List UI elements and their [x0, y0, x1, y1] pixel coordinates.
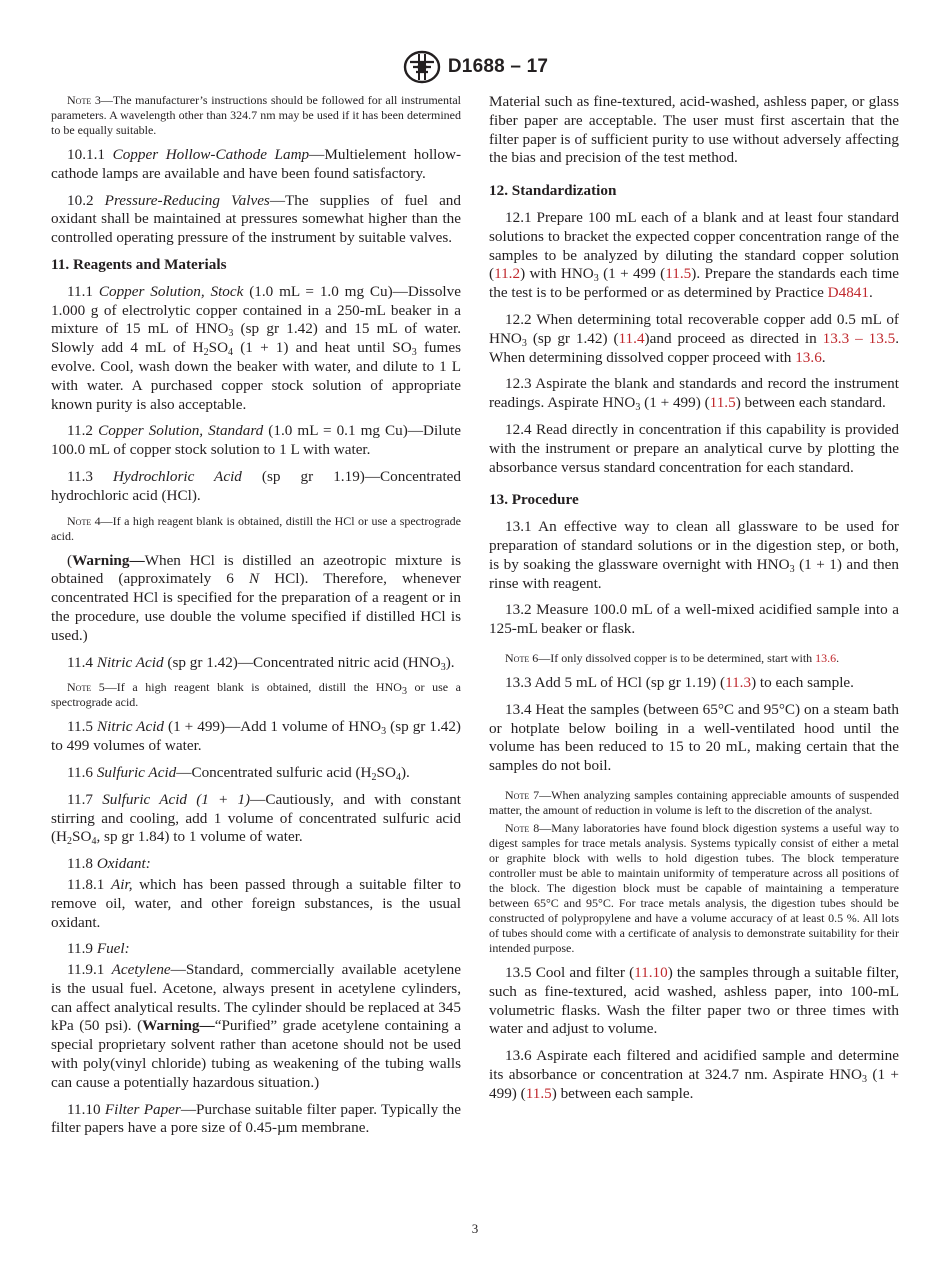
section-13-heading: 13. Procedure	[489, 491, 579, 509]
ref-11-4-link[interactable]: 11.4	[618, 329, 645, 347]
ref-11-5-link[interactable]: 11.5	[525, 1084, 552, 1102]
para-12-1: 12.1 Prepare 100 mL each of a blank and at least four standard solutions to bracket the expected copper concentration range of the samples to be analyzed by diluting the standard copper solution (11.2) with $HNO_3$ (1 + 499 (11.5). Prepare the standards each time the test is to be performed or as determined by Practice D4841.	[489, 208, 899, 302]
para-13-6: 13.6 Aspirate each filtered and acidified sample and determine its absorbance or concentration at 324.7 nm. Aspirate $HNO_3$ (1 + 499) (11.5) between each sample.	[489, 1047, 899, 1102]
para-12-2: 12.2 When determining total recoverable copper add 0.5 mL of $HNO_3$ (sp gr 1.42) (11.4)and proceed as directed in 13.3 – 13.5. When determining dissolved copper proceed with 13.6.	[489, 310, 900, 366]
note-6: Note 6—If only dissolved copper is to be determined, start with 13.6.	[505, 650, 840, 665]
section-11-heading: 11. Reagents and Materials	[51, 255, 227, 273]
para-13-1: 13.1 An effective way to clean all glassware to be used for preparation of standard solutions or in the digestion step, or both, is by soaking the glassware overnight with $HNO_3$ (1 + 1) and then rinse with reagent.	[489, 518, 899, 592]
ref-d4841-link[interactable]: D4841	[827, 284, 869, 302]
para-10-1-1: 10.1.1 Copper Hollow-Cathode Lamp—Multielement hollow-cathode lamps are available and have been found satisfactory.	[51, 146, 462, 182]
page-number: 3	[471, 1221, 479, 1236]
ref-11-5-link[interactable]: 11.5	[665, 265, 692, 283]
para-11-7: 11.7 Sulfuric Acid (1 + 1)—Cautiously, and with constant stirring and cooling, add 1 volume of concentrated sulfuric acid ($H_2SO_4$, sp gr 1.84) to 1 volume of water.	[51, 790, 462, 848]
ref-13-6-link[interactable]: 13.6	[815, 650, 837, 665]
para-12-3: 12.3 Aspirate the blank and standards and record the instrument readings. Aspirate $HNO_3$ (1 + 499) (11.5) between each standard.	[489, 375, 899, 414]
note-5: Note 5—If a high reagent blank is obtained, distill the $HNO_3$ or use a spectrograde acid.	[51, 680, 461, 710]
para-11-9-1: 11.9.1 Acetylene—Standard, commercially available acetylene is the usual fuel. Acetone, always present in acetylene cylinders, can affect analytical results. The cylinder should be replaced at 345 kPa (50 psi). (Warning—“Purified” grade acetylene containing a special proprietary solvent rather than acetone should not be used with poly(vinyl chloride) tubing as weakening of the tubing walls can cause a potentially hazardous situation.)	[51, 961, 462, 1091]
astm-logo-icon	[402, 50, 442, 84]
ref-11-10-link[interactable]: 11.10	[634, 963, 668, 981]
para-11-6: 11.6 Sulfuric Acid—Concentrated sulfuric acid $(H_2SO_4)$.	[67, 763, 410, 783]
ref-11-3-link[interactable]: 11.3	[725, 673, 752, 691]
ref-13-6-link[interactable]: 13.6	[795, 348, 822, 366]
para-12-4: 12.4 Read directly in concentration if this capability is provided with the instrument or prepare an analytical curve by plotting the absorbance versus standard concentration for each standard.	[489, 420, 899, 476]
para-11-2: 11.2 Copper Solution, Standard (1.0 mL = 0.1 mg Cu)—Dilute 100.0 mL of copper stock solution to 1 L with water.	[51, 422, 461, 459]
para-11-4: 11.4 Nitric Acid (sp gr 1.42)—Concentrated nitric acid $(HNO_3)$.	[67, 653, 455, 673]
para-11-9: 11.9 Fuel:	[67, 940, 130, 958]
para-11-3: 11.3 Hydrochloric Acid (sp gr 1.19)—Concentrated hydrochloric acid (HCl).	[51, 467, 461, 504]
para-11-8-1: 11.8.1 Air, which has been passed through a suitable filter to remove oil, water, and other foreign substances, is the usual oxidant.	[51, 875, 462, 931]
note-3: Note 3—The manufacturer’s instructions should be followed for all instrumental parameters. A wavelength other than 324.7 nm may be used if it has been determined to be equally suitable.	[51, 93, 461, 137]
page-header	[0, 50, 950, 89]
note-4: Note 4—If a high reagent blank is obtained, distill the HCl or use a spectrograde acid.	[51, 513, 461, 543]
para-11-1: 11.1 Copper Solution, Stock (1.0 mL = 1.0 mg Cu)—Dissolve 1.000 g of electrolytic copper contained in a 250-mL beaker in a mixture of 15 mL of $HNO_3$ (sp gr 1.42) and 15 mL of water. Slowly add 4 mL of $H_2SO_4$ (1 + 1) and heat until $SO_3$ fumes evolve. Cool, wash down the beaker with water, and dilute to 1 L with water. A purchased copper stock solution of appropriate known purity is also acceptable.	[51, 282, 462, 413]
para-13-5: 13.5 Cool and filter (11.10) the samples through a suitable filter, such as fine-textured, acid washed, ashless paper, into 100-mL volumetric flasks. Wash the filter paper two or three times with water and adjust to volume.	[489, 963, 899, 1038]
document-id: D1688 – 17	[447, 56, 549, 77]
warning-hcl: (Warning—When HCl is distilled an azeotropic mixture is obtained (approximately 6 N HCl). Therefore, whenever concentrated HCl is specified for the preparation of a reagent or in the procedure, use double the volume specified if distilled HCl is used.)	[51, 551, 461, 644]
para-11-10: 11.10 Filter Paper—Purchase suitable filter paper. Typically the filter papers have a pore size of 0.45-µm membrane.	[51, 1100, 462, 1137]
left-column	[51, 93, 461, 1146]
para-10-2: 10.2 Pressure-Reducing Valves—The supplies of fuel and oxidant shall be maintained at pressures somewhat higher than the controlled operating pressure of the instrument by suitable valves.	[51, 191, 461, 247]
para-11-8: 11.8 Oxidant:	[67, 855, 151, 873]
para-11-10-continued: Material such as fine-textured, acid-washed, ashless paper, or glass fiber paper are acceptable. The user must first ascertain that the filter paper is of sufficient purity to use without adversely affecting the bias and precision of the test method.	[489, 93, 899, 167]
para-13-2: 13.2 Measure 100.0 mL of a well-mixed acidified sample into a 125-mL beaker or flask.	[489, 601, 899, 638]
ref-13-3-13-5-link[interactable]: 13.3 – 13.5	[822, 329, 896, 347]
section-12-heading: 12. Standardization	[489, 182, 617, 200]
note-7: Note 7—When analyzing samples containing appreciable amounts of suspended matter, the amount of reduction in volume is left to the discretion of the analyst.	[489, 787, 899, 817]
para-13-4: 13.4 Heat the samples (between 65°C and 95°C) on a steam bath or hotplate below boiling in a well-ventilated hood until the volume has been reduced to 15 to 20 mL, making certain that the samples do not boil.	[489, 700, 899, 775]
note-8: Note 8—Many laboratories have found block digestion systems a useful way to digest samples for trace metals analysis. Systems typically consist of either a metal or graphite block with wells to hold digestion tubes. The block temperature controller must be able to maintain uniformity of temperature across all positions of the block. The digestion block must be capable of maintaining a temperature between 65°C and 95°C. For trace metals analysis, the digestion tubes should be constructed of polypropylene and have a volume accuracy of at least 0.5 %. All lots of tubes should come with a certificate of analysis to demonstrate suitability for their intended purpose.	[489, 820, 899, 955]
ref-11-5-link[interactable]: 11.5	[709, 394, 736, 412]
para-13-3: 13.3 Add 5 mL of HCl (sp gr 1.19) (11.3) to each sample.	[505, 673, 854, 691]
para-11-5: 11.5 Nitric Acid (1 + 499)—Add 1 volume of $HNO_3$ (sp gr 1.42) to 499 volumes of water.	[51, 718, 461, 755]
ref-11-2-link[interactable]: 11.2	[494, 265, 521, 283]
right-column	[489, 93, 899, 1111]
